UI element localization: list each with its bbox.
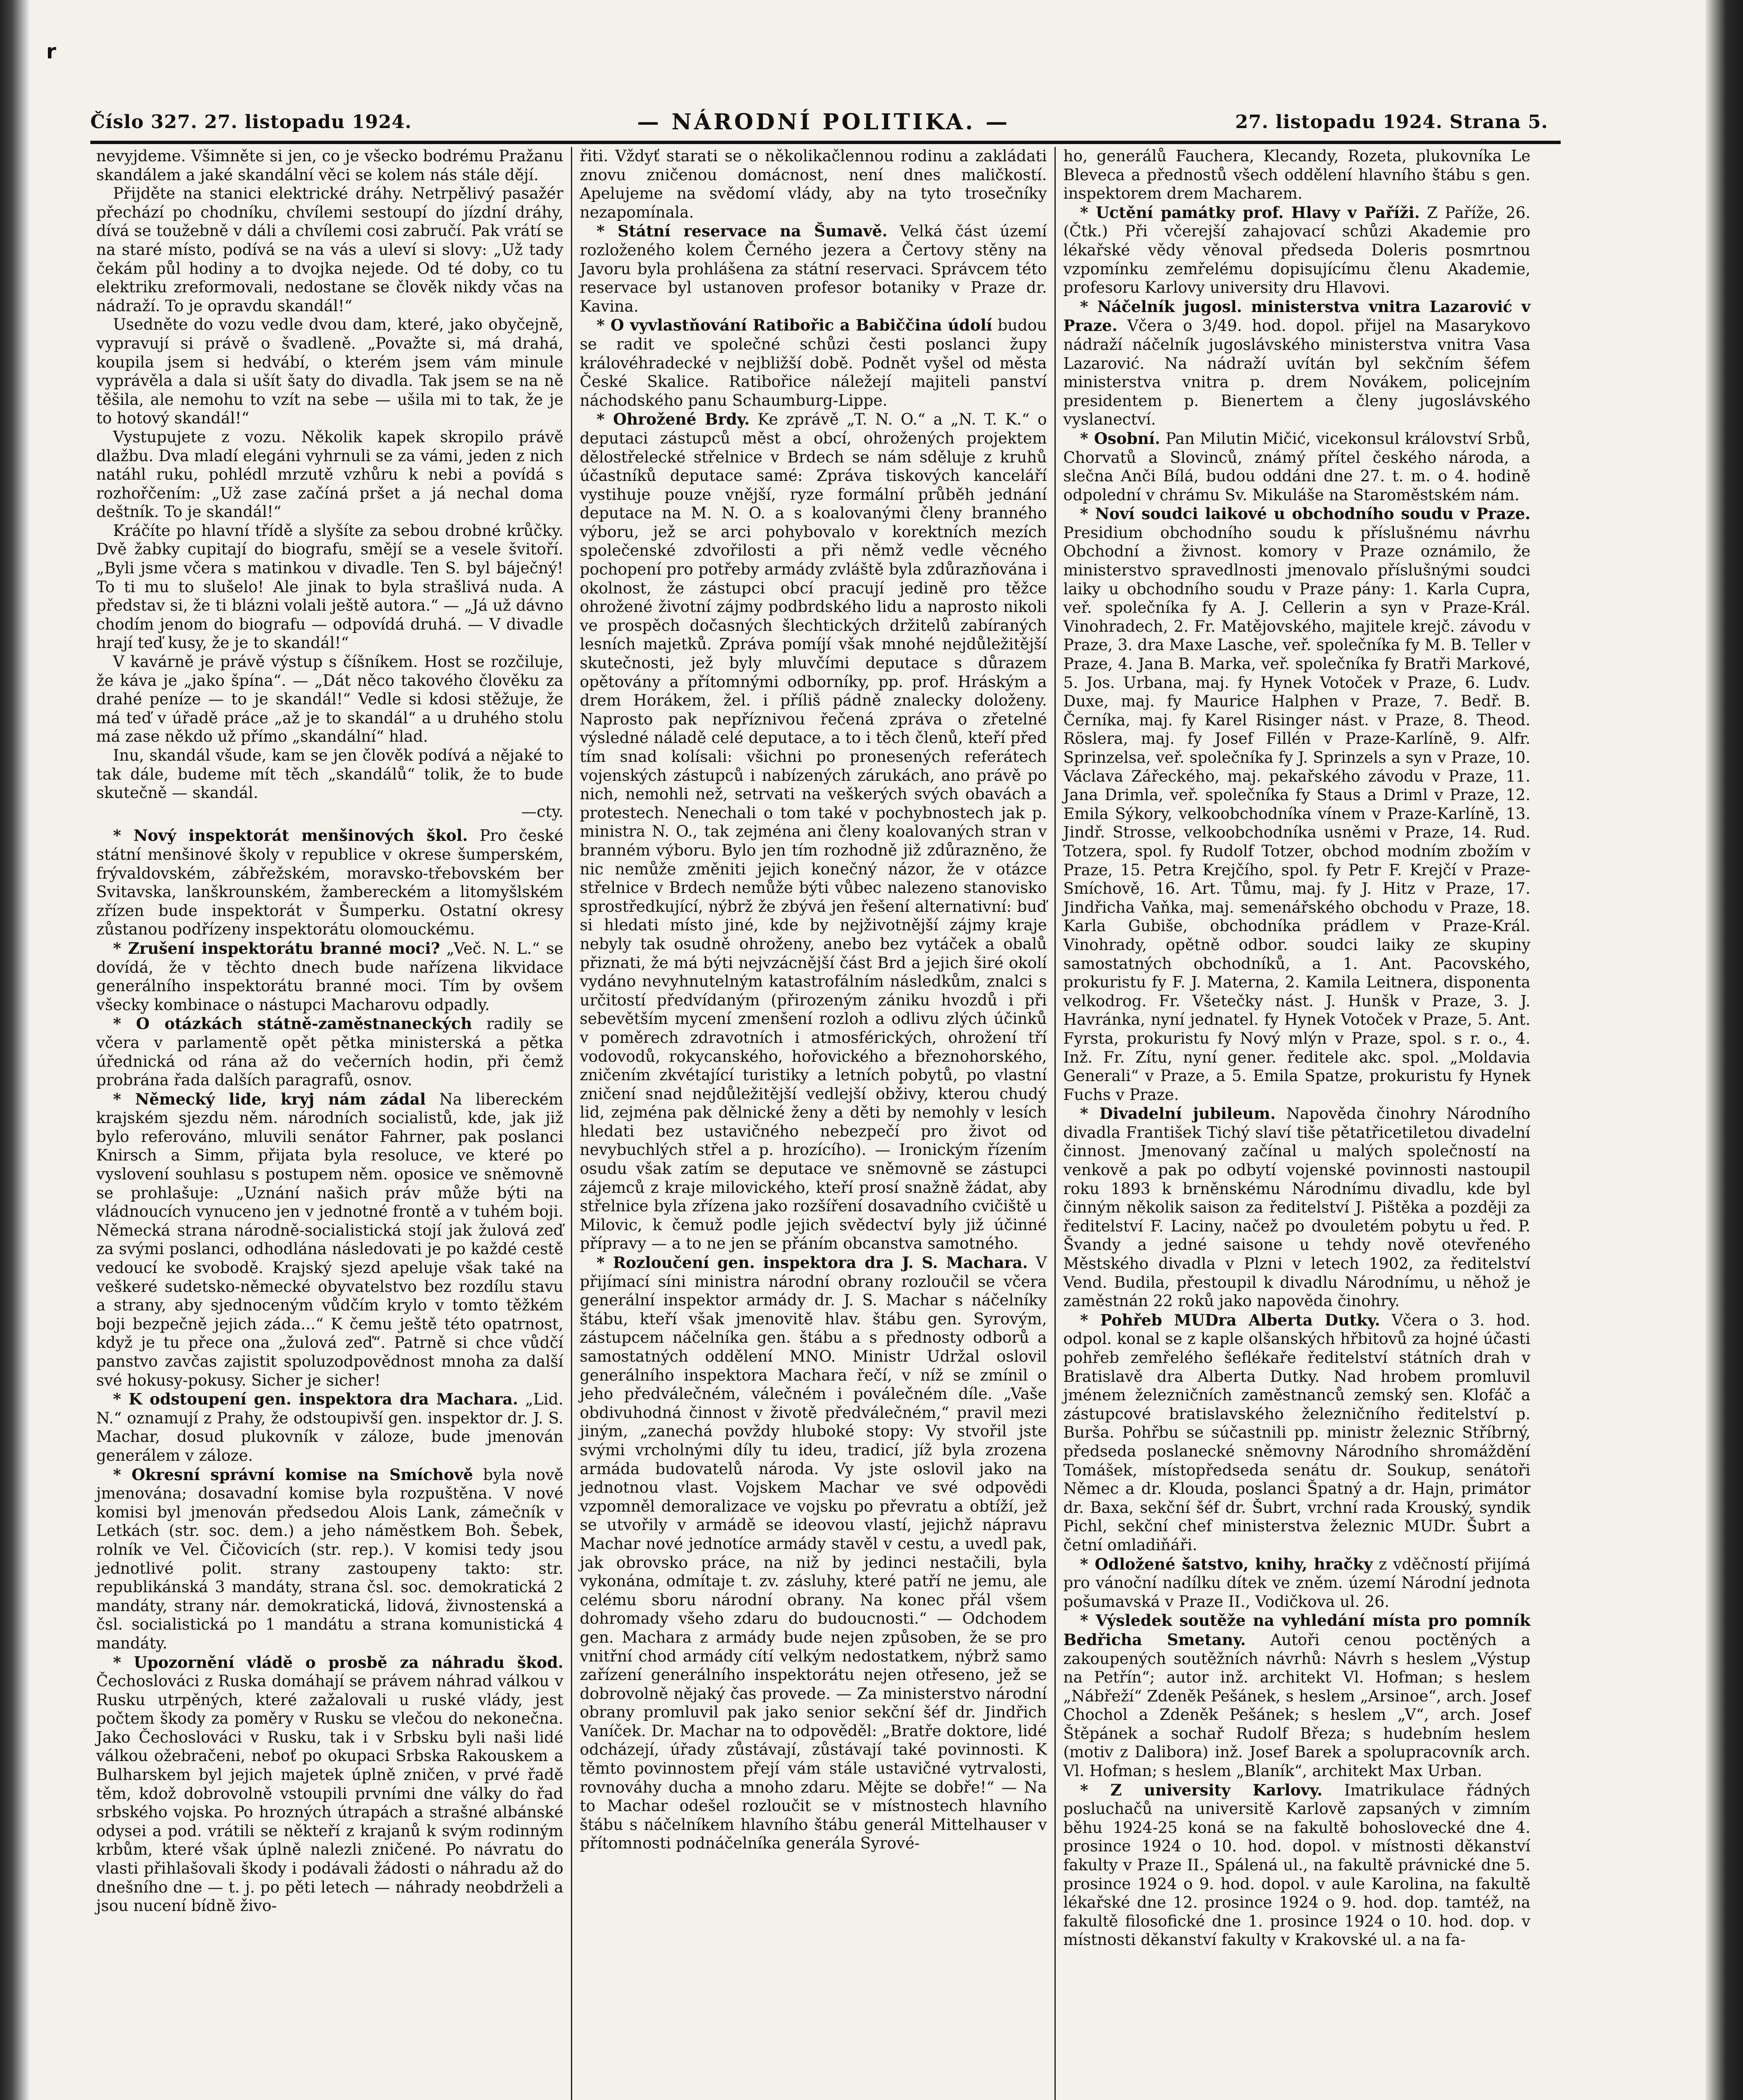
paragraph-text: Inu, skandál všude, kam se jen člověk podívá a nějaké to tak dále, budeme mít těch „skandálů“ tolik, že to bude skutečně — skandál. — [96, 746, 563, 802]
news-item-heading: * Divadelní jubileum. — [1080, 1104, 1276, 1123]
news-item — [1063, 504, 1530, 1104]
text-columns — [90, 147, 1561, 2100]
paragraph-text: Pan Milutin Mičić, vicekonsul království Srbů, Chorvatů a Slovinců, známý přítel českého národa, a slečna Anči Bílá, budou oddáni dne 27. t. m. o 4. hodině odpolední v chrámu Sv. Mikuláše na Staroměstském nám. — [1063, 429, 1530, 504]
news-item-heading: * Nový inspektorát menšinových škol. — [113, 826, 468, 845]
news-item — [580, 410, 1047, 1253]
separator — [96, 821, 563, 826]
news-item-heading: * Pohřeb MUDra Alberta Dutky. — [1080, 1310, 1380, 1329]
paragraph-text: byla nově jmenována; dosavadní komise byla rozpuštěna. V nové komisi byl jmenován předsedou Alois Lank, zámečník v Letkách (str. soc. dem.) a jeho náměstkem Boh. Šebek, rolník ve Vel. Čičovicích (str. rep.). V komisi tedy jsou jednotlivé polit. strany zastoupeny takto: str. republikánská 3 mandáty, strana čsl. soc. demokratická 2 mandáty, strany nár. demokratická, lidová, živnostenská a čsl. socialistická po 1 mandátu a strana komunistická 4 mandáty. — [96, 1465, 563, 1652]
news-item — [96, 1090, 563, 1390]
paragraph-text: Kráčíte po hlavní třídě a slyšíte za sebou drobné krůčky. Dvě žabky cupitají do biografu, smějí se a vesele švitoří. „Byli jsme včera s matinkou v divadle. Ten S. byl báječný! To ti mu to slušelo! Ale jinak to byla strašlivá nuda. A představ si, že ti blázni volali ještě autora.“ — „Já už dávno chodím jenom do biografu — odpovídá druhá. — V divadle hrají teď kusy, že je to skandál!“ — [96, 521, 563, 652]
column-3 — [1057, 147, 1536, 2100]
news-item — [1063, 1781, 1530, 1950]
paragraph-text: Na libereckém krajském sjezdu něm. národních socialistů, kde, jak již bylo referováno, mluvili senátor Fahrner, pak poslanci Knirsch a Simm, přijata byla resoluce, ve které po vyslovení souhlasu s postupem něm. oposice ve sněmovně se prohlašuje: „Uznání našich práv může býti na vládnoucích vynuceno jen v jednotné frontě a v tuhém boji. Německá strana národně-socialistická stojí jak žulová zeď za svými poslanci, odhodlána následovati je po každé cestě vedoucí ke svobodě. Krajský sjezd apeluje však také na veškeré sudetsko-německé obyvatelstvo bez rozdílu stavu a strany, aby sjednoceným vůdčím krylo v tomto těžkém boji bezpečně jejich záda...“ K čemu ještě této opatrnost, když je tu přece ona „žulová zeď“. Patrně si chce vůdčí panstvo zavčas zajistit spoluzodpovědnost mnoha za další své hokusy-pokusy. Sicher je sicher! — [96, 1090, 563, 1389]
paragraph-text: Přijděte na stanici elektrické dráhy. Netrpělivý pasažér přechází po chodníku, chvílemi sestoupí do jízdní dráhy, dívá se toužebně v dáli a chvílemi cosi zabručí. Pak vrátí se na staré místo, podívá se na vás a uleví si slovy: „Už tady čekám půl hodiny a to dvojka nejede. Od té doby, co tu elektriku zreformovali, nedostane se člověk nikdy včas na nádraží. To je opravdu skandál!“ — [96, 184, 563, 315]
paragraph-text: Včera o 3. hod. odpol. konal se z kaple olšanských hřbitovů za hojné účasti pohřeb zemřelého šeflékaře ředitelství státních drah v Bratislavě dra Alberta Dutky. Nad hrobem promluvil jménem železničních zaměstnanců zemský sen. Klofáč a zástupcové bratislavského železničního ředitelství p. Burša. Pohřbu se súčastnili pp. ministr železnic Stříbrný, předseda poslanecké sněmovny Národního shromáždění Tomášek, místopředseda senátu dr. Soukup, senátoři Němec a dr. Klouda, poslanci Špatný a dr. Hajn, primátor dr. Baxa, sekční šéf dr. Šubrt, vrchní rada Krouský, syndik Pichl, sekční chef ministerstva železnic MUDr. Šubrt a četní omladiňáři. — [1063, 1311, 1531, 1554]
news-item — [580, 222, 1047, 316]
news-item — [1063, 1555, 1530, 1612]
paragraph-text: Imatrikulace řádných posluchačů na universitě Karlově zapsaných v zimním běhu 1924-25 koná se na fakultě bohoslovecké dne 4. prosince 1924 o 10. hod. dopol. v místnosti děkanství fakulty v Praze II., Spálená ul., na fakultě právnické dne 5. prosince 1924 o 9. hod. dopol. v aule Karolina, na fakultě lékařské dne 12. prosince 1924 o 9. hod. dop. tamtéž, na fakultě filosofické dne 1. prosince 1924 o 10. hod. dop. v místnosti děkanství fakulty v Krakovské ul. a na fa- — [1063, 1781, 1531, 1949]
news-item — [1063, 1611, 1530, 1780]
news-item-heading: * Výsledek soutěže na vyhledání místa pro pomník Bedřicha Smetany. — [1063, 1611, 1530, 1649]
header-rule — [90, 141, 1561, 144]
paragraph — [96, 803, 563, 822]
date-page-number: 27. listopadu 1924. Strana 5. — [1235, 111, 1548, 133]
paragraph — [96, 147, 563, 184]
paragraph-text: Pro české státní menšinové školy v republice v okrese šumperském, frývaldovském, zábřežském, moravsko-třebovském ber Svitavska, lanškrounském, žambereckém a litomyšlském zřízen bude inspektorát v Šumperku. Ostatní okresy zůstanou podřízeny inspektorátu olomouckému. — [96, 827, 563, 939]
paragraph-text: Presidium obchodního soudu k příslušnému návrhu Obchodní a živnost. komory v Praze oznámilo, že ministerstvo spravedlnosti jmenovalo příslušnými soudci laiky u obchodního soudu v Praze pány: 1. Karla Cupra, veř. společníka fy A. J. Cellerin a syn v Praze-Král. Vinohradech, 2. Fr. Matějovského, majitele krejč. závodu v Praze, 3. dra Maxe Lasche, veř. společníka fy M. B. Teller v Praze, 4. Jana B. Marka, veř. společníka fy Bratři Markové, 5. Jos. Urbana, maj. fy Hynek Votoček v Praze, 6. Ludv. Duxe, maj. fy Maurice Halphen v Praze, 7. Bedř. B. Černíka, maj. fy Karel Risinger nást. v Praze, 8. Theod. Röslera, maj. fy Josef Fillén v Praze-Karlíně, 9. Alfr. Sprinzelsa, veř. společníka fy J. Sprinzels a syn v Praze, 10. Václava Zářeckého, maj. pekařského závodu v Praze, 11. Jana Drimla, veř. společníka fy Staus a Driml v Praze, 12. Emila Sýkory, velkoobchodníka vínem v Praze-Karlíně, 13. Jindř. Strosse, velkoobchodníka usněmi v Praze, 14. Rud. Totzera, spol. fy Rudolf Totzer, obchod modním zbožím v Praze, 15. Petra Krejčího, spol. fy Petr F. Krejčí v Praze-Smíchově, 16. Art. Tůmu, maj. fy J. Hitz v Praze, 17. Jindřicha Vaňka, maj. semenářského obchodu v Praze, 18. Karla Gubiše, obchodníka prádlem v Praze-Král. Vinohrady, opětně odbor. soudci laiky ze skupiny samostatných obchodníků, a 1. Ant. Pacovského, prokuristu fy F. J. Materna, 2. Kamila Leitnera, disponenta velkodrog. Fr. Všetečky nást. J. Hunšk v Praze, 3. J. Havránka, nyní jednatel. fy Hynek Votoček v Praze, 5. Ant. Fyrsta, prokuristu fy Nový mlýn v Praze, spol. s r. o., 4. Inž. Fr. Zítu, nyní gener. ředitele akc. spol. „Moldavia Generali“ v Praze, a 5. Emila Spatze, prokuristu fy Hynek Fuchs v Praze. — [1063, 523, 1530, 1104]
news-item-heading: * Upozornění vládě o prosbě za náhradu škod. — [113, 1653, 563, 1672]
paragraph — [96, 315, 563, 428]
paragraph-text: řiti. Vždyť starati se o několikačlennou rodinu a zakládati znovu zničenou domácnost, není dnes maličkostí. Apelujeme na svědomí vlády, aby na tyto trosečníky nezapomínala. — [580, 147, 1047, 221]
paragraph-text: budou se radit ve společné schůzi česti poslanci župy královéhradecké v nejbližší době. Podnět vyšel od města České Skalice. Ratibořice náležejí majiteli panství náchodského panu Schaumburg-Lippe. — [580, 316, 1047, 410]
paragraph — [96, 184, 563, 315]
page-header — [90, 107, 1548, 136]
news-item — [1063, 1104, 1530, 1311]
paragraph — [96, 746, 563, 803]
news-item-heading: * Rozloučení gen. inspektora dra J. S. Machara. — [597, 1253, 1028, 1272]
paragraph-text: Velká část území rozloženého kolem Černého jezera a Čertovy stěny na Javoru byla prohlášena za státní reservaci. Správcem této reservace byl ustanoven profesor botaniky v Praze dr. Kavina. — [580, 222, 1047, 315]
paragraph-text: Čechoslováci z Ruska domáhají se právem náhrad válkou v Rusku utrpěných, které zažalovali u ruské vlády, jest počtem škody za poměry v Rusku se vlečou do nekonečna. Jako Čechoslováci v Rusku, tak i v Srbsku byli naši lidé válkou ožebračeni, neboť po okupaci Srbska Rakouskem a Bulharskem byl jejich majetek úplně zničen, v prvé řadě těm, kdož dobrovolně vstoupili prvními dne války do řad srbského vojska. Po hrozných útrapách a strašné albánské odysei a pod. vrátili se někteří z krajanů k svým rodinným krbům, které však úplně nalezli zničené. Po návratu do vlasti přihlašovali škody i podávali žádosti o náhradu až do dnešního dne — t. j. po pěti letech — náhrady neobdrželi a jsou nucení bídně živo- — [96, 1672, 563, 1915]
news-item-heading: * Uctění památky prof. Hlavy v Paříži. — [1080, 203, 1420, 222]
news-item-heading: * O otázkách státně-zaměstnaneckých — [113, 1014, 472, 1033]
news-item-heading: * Zrušení inspektorátu branné moci? — [113, 939, 440, 958]
column-divider — [1054, 147, 1056, 2100]
paragraph-text: Vystupujete z vozu. Několik kapek skropilo právě dlažbu. Dva mladí elegáni vyhrnuli se za vámi, jeden z nich natáhl ruku, pohlédl mrzutě vzhůru k nebi a povídá s rozhořčením: „Už zase začíná pršet a já nechal doma deštník. To je skandál!“ — [96, 428, 563, 521]
paragraph-text: V přijímací síni ministra národní obrany rozloučil se včera generální inspektor armády dr. J. S. Machar s náčelníky štábu, kteří však jmenovitě hlav. štábu gen. Syrovým, zástupcem náčelníka gen. štábu a s přednosty odborů a samostatných oddělení MNO. Ministr Udržal oslovil generálního inspektora Machara řečí, v níž se zmínil o jeho předválečném, válečném i poválečném díle. „Vaše obdivuhodná činnost v životě předválečném,“ pravil mezi jiným, „zanechá povždy hluboké stopy: Vy stvořil jste svými vrcholnými díly tu ideu, tradicí, jíž byla zrozena armáda budovatelů národa. Vy jste oslovil jako na jednotnou vlast. Vojskem Machar ve své odpovědi vzpomněl demoralizace ve vojsku po převratu a obtíží, jež se utvořily v armádě se ideovou vlastí, jejichž nápravu Machar nové jednotíce armády stavěl v cestu, a uvedl pak, jak obrovsko práce, na niž by jedinci nestačili, byla vykonána, odmítaje t. zv. zásluhy, které patří ne jemu, ale celému sboru národní obrany. Na konec přál všem dohromady všeho zdaru do budoucnosti.“ — Odchodem gen. Machara z armády bude nejen způsoben, že se pro vnitřní chod armády cítí velkým nedostatkem, nýbrž samo zařízení generálního inspektorátu nejen otřeseno, jež se dobrovolně nějaký čas provede. — Za ministerstvo národní obrany promluvil pak jako senior sekční šéf dr. Jindřich Vaníček. Dr. Machar na to odpověděl: „Bratře doktore, lidé odcházejí, úřady zůstávají, zůstávají také povinnosti. K těmto povinnostem přejí vám stále ustavičné vytrvalosti, rovnováhy ducha a mnoho zdaru. Mějte se dobře!“ — Na to Machar odešel rozloučit se v místnostech hlavního štábu s náčelníkem hlavního štábu generál Mittelhauser v přítomnosti podnáčelníka generála Syrové- — [580, 1254, 1047, 1853]
paragraph-text: Usedněte do vozu vedle dvou dam, které, jako obyčejně, vypravují si právě o švadleně. „Považte si, má drahá, koupila jsem si hedvábí, o kterém jsem vám minule vyprávěla a dala si ušít šaty do divadla. Tak jsem se na ně těšila, ale nemohu to vzít na sebe — ušila mi to tak, že je to hotový skandál!“ — [96, 315, 563, 428]
paragraph — [1063, 147, 1530, 203]
paragraph — [96, 428, 563, 522]
column-divider — [571, 147, 572, 2100]
paragraph-text: „Več. N. L.“ se dovídá, že v těchto dnech bude nařízena likvidace generálního inspektorátu branné moci. Tím by ovšem všecky kombinace o nástupci Macharovu odpadly. — [96, 939, 563, 1014]
news-item — [96, 1390, 563, 1465]
news-item-heading: * Okresní správní komise na Smíchově — [113, 1465, 473, 1484]
paragraph — [96, 653, 563, 746]
news-item-heading: * Z university Karlovy. — [1080, 1780, 1322, 1799]
news-item-heading: * Německý lide, kryj nám zádal — [113, 1089, 426, 1108]
column-2 — [574, 147, 1053, 2100]
news-item — [1063, 429, 1530, 504]
news-item — [96, 1465, 563, 1653]
news-item-heading: * Ohrožené Brdy. — [597, 410, 750, 429]
paragraph-text: Z Paříže, 26. (Čtk.) Při včerejší zahajovací schůzi Akademie pro lékařské vědy věnoval předseda Doleris posmrtnou vzpomínku zemřelému dopisujícímu členu Akademie, profesoru Karlovy university dru Hlavovi. — [1063, 203, 1530, 297]
corner-mark: r — [46, 40, 56, 63]
news-item — [96, 826, 563, 939]
paragraph-text: radily se včera v parlamentě opět pětka ministerská a pětka úřednická od rána až do večerních hodin, při čemž probrána řada dalších paragrafů, osnov. — [96, 1015, 564, 1089]
issue-number-date: Číslo 327. 27. listopadu 1924. — [90, 111, 412, 133]
paragraph-text: —cty. — [521, 802, 563, 821]
news-item — [96, 1014, 563, 1089]
paragraph-text: Napověda činohry Národního divadla František Tichý slaví tiše pětatřicetiletou divadelní činnost. Jmenovaný začínal u malých společností na venkově a pak po odbytí vojenské povinnosti nastoupil roku 1893 k brněnskému Národnímu divadlu, kde byl činným několik saison za ředitelství J. Pištěka a později za ředitelství F. Laciny, načež po dvouletém pobytu u řed. P. Švandy a jedné saisone u tehdy nově otevřeného Městského divadla v Plzni v letech 1902, za ředitelství Vend. Budila, přestoupil k divadlu Národnímu, u něhož je zaměstnán 22 roků jako napověda činohry. — [1063, 1105, 1530, 1310]
news-item-heading: * O vyvlastňování Ratibořic a Babiččina údolí — [597, 316, 992, 335]
news-item-heading: * Odložené šatstvo, knihy, hračky — [1080, 1554, 1373, 1573]
paragraph — [580, 147, 1047, 222]
news-item-heading: * Náčelník jugosl. ministerstva vnitra Lazarović v Praze. — [1063, 297, 1530, 335]
news-item — [580, 316, 1047, 410]
scan-border-right — [1705, 0, 1743, 2100]
paragraph-text: „Lid. N.“ oznamují z Prahy, že odstoupivší gen. inspektor dr. J. S. Machar, dosud plukovník v záloze, bude jmenován generálem v záloze. — [96, 1390, 563, 1465]
paragraph-text: Autoři cenou poctěných a zakoupených soutěžních návrhů: Návrh s heslem „Výstup na Petřín“; autor inž. architekt Vl. Hofman; s heslem „Nábřeží“ Zdeněk Pešánek, s heslem „Arsinoe“, arch. Josef Chochol a Zdeněk Pešánek; s heslem „V“, arch. Josef Štěpánek a sochař Rudolf Březa; s hudebním heslem (motiv z Dalibora) inž. Josef Barek a spolupracovník arch. Vl. Hofman; s heslem „Blaník“, architekt Max Urban. — [1063, 1630, 1531, 1780]
news-item — [580, 1253, 1047, 1853]
paragraph-text: Ke zprávě „T. N. O.“ a „N. T. K.“ o deputaci zástupců měst a obcí, ohrožených projektem dělostřelecké střelnice v Brdech se nám sděluje z kruhů účastníků deputace samé: Zpráva tiskových kanceláří vystihuje pouze vnější, ryze formální průběh jednání deputace na M. N. O. a s koalovanými členy branného výboru, jež se arci pohybovalo v korektních mezích společenské zdvořilosti a při němž vedle věcného pochopení pro potřeby armády zvláště byla zdůrazňována i okolnost, že zástupci obcí pracují jedině pro těžce ohrožené životní zájmy podbrdského lidu a naprosto nikoli ve prospěch dočasných šlechtických držitelů zabíraných lesních majetků. Zpráva pomíjí však mnohé nejdůležitější skutečnosti, jež byly mluvčími deputace s důrazem opětovány a přítomnými odborníky, pp. prof. Hráským a drem Horákem, žel. i příliš pádně znalecky doloženy. Naprosto pak nepříznivou řečená zpráva o zřetelné výsledné náladě celé deputace, a to i těch členů, kteří před tím snad kolísali: všichni po pronesených referátech vojenských zástupců i nabízených zárukách, ano právě po nich, nemohli než, setrvati na veškerých svých obavách a protestech. Nenechali o tom také v pochybnostech jak p. ministra N. O., tak zejména ani členy koalovaných stran v branném výboru. Bylo jen tím rozhodně již zdůrazněno, že nic nemůže změniti jejich konečný názor, že v otázce střelnice v Brdech nemůže býti vůbec nalezeno stanovisko sprostředkující, nýbrž že zbývá jen řešení alternativní: buď si hledati místo jiné, kde by nejživotnější zájmy kraje nebyly tak osudně ohroženy, anebo bez vytáček a obalů přiznati, že má býti nejvzácnější část Brd a jejich širé okolí vydáno nevyhnutelným katastrofálním následkům, znalci s určitostí předvídaným (přirozeným zániku hvozdů i při sebevětším mycení zmenšení rozloh a odlivu zlých účinků v poměrech zdravotních i atmosférických, ohrožení tří vodovodů, rokycanského, hořovického a březnohorského, zničením zkvétající turistiky a letních pobytů, po vlastní zničení snad nejdůležitější vedlejší obživy, kterou chudý lid, zejména pak dělnické ženy a děti by nemohly v lesích hledati bez ustavičného nebezpečí pro život od nevybuchlých střel a p. hrozícího). — Ironickým řízením osudu však zatím se deputace ve sněmovně se zástupci zájemců z kraje milovického, kteří prosí snažně žádat, aby střelnice byla zřízena jako rozšíření dosavadního cvičiště u Milovic, k čemuž podle jejich svědectví byly již účinné přípravy — a to ne jen se přáním obcanstva samotného. — [580, 410, 1047, 1253]
news-item — [1063, 203, 1530, 297]
news-item-heading: * Státní reservace na Šumavě. — [597, 222, 888, 241]
column-1 — [90, 147, 569, 2100]
news-item — [1063, 297, 1530, 429]
newspaper-title: — NÁRODNÍ POLITIKA. — — [637, 109, 1010, 135]
news-item-heading: * Noví soudci laikové u obchodního soudu v Praze. — [1080, 504, 1530, 523]
paragraph-text: ho, generálů Fauchera, Klecandy, Rozeta, plukovníka Le Bleveca a přednostů všech oddělení hlavního štábu s gen. inspektorem drem Macharem. — [1063, 147, 1530, 203]
paragraph — [96, 522, 563, 653]
paragraph-text: V kavárně je právě výstup s číšníkem. Host se rozčiluje, že káva je „jako špína“. — „Dát něco takového člověku za drahé peníze — to je skandál!“ Vedle si kdosi stěžuje, že má teď v úřadě práce „až je to skandál“ a u druhého stolu má zase někdo už přímo „skandální“ hlad. — [96, 653, 563, 746]
news-item-heading: * Osobní. — [1080, 429, 1160, 448]
paragraph-text: Včera o 3/49. hod. dopol. přijel na Masarykovo nádraží náčelník jugoslávského ministerstva vnitra Vasa Lazarović. Na nádraží uvítán byl sekčním šéfem ministerstva vnitra p. drem Novákem, policejním presidentem p. Bienertem a členy jugoslávského vyslanectví. — [1063, 317, 1530, 429]
news-item — [96, 939, 563, 1014]
news-item-heading: * K odstoupení gen. inspektora dra Machara. — [113, 1390, 518, 1409]
news-item — [96, 1653, 563, 1916]
paragraph-text: z vděčností přijímá pro vánoční nadílku dítek ve zněm. území Národní jednota pošumavská v Praze II., Vodičkova ul. 26. — [1063, 1555, 1530, 1611]
news-item — [1063, 1311, 1530, 1555]
paragraph-text: nevyjdeme. Všimněte si jen, co je všecko bodrému Pražanu skandálem a jaké skandální věci se kolem nás stále dějí. — [96, 147, 563, 184]
scan-border-left — [0, 0, 29, 2100]
